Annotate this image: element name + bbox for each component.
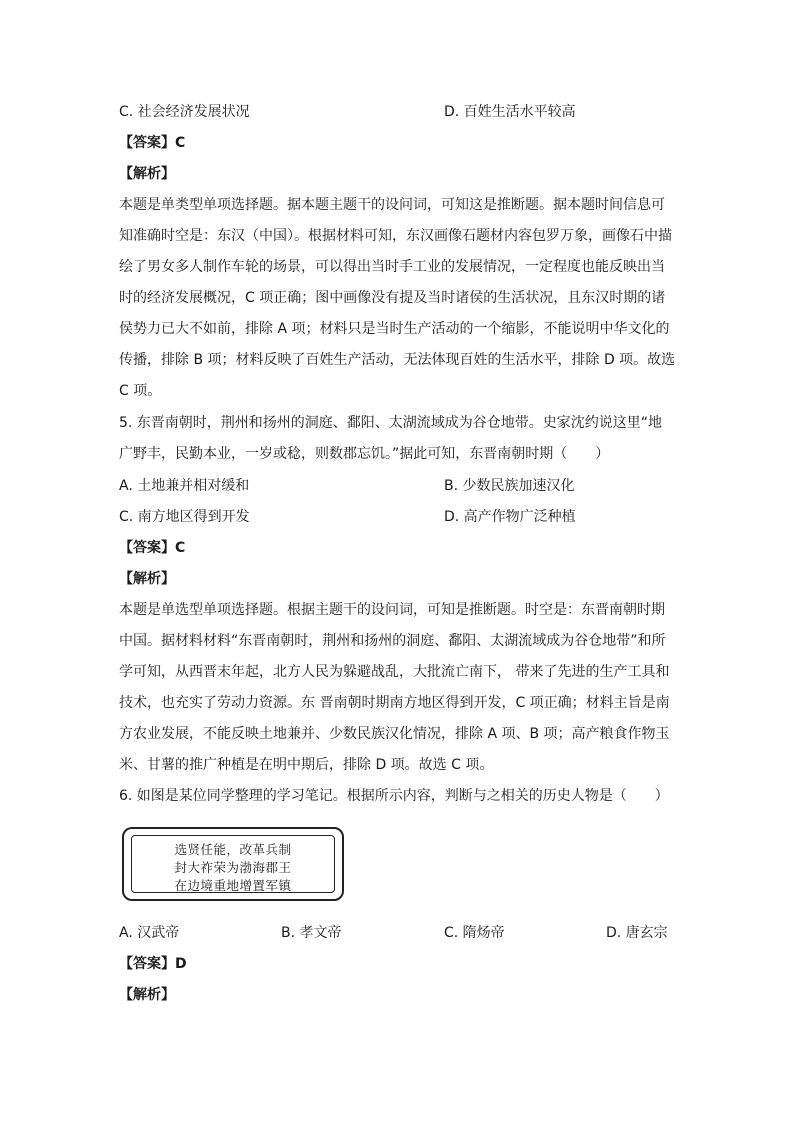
q6-answer: 【答案】D bbox=[119, 956, 187, 972]
q4-analysis-line: 知准确时空是：东汉（中国）。根据材料可知，东汉画像石题材内容包罗万象，画像石中描 bbox=[119, 228, 672, 244]
q5-analysis-line: 学可知，从西晋末年起，北方人民为躲避战乱，大批流亡南下， 带来了先进的生产工具和 bbox=[119, 664, 670, 680]
q5-option-a: A. 土地兼并相对缓和 bbox=[119, 478, 250, 494]
q5-analysis-line: 中国。据材料材料“东晋南朝时，荆州和扬州的洞庭、鄱阳、太湖流域成为谷仓地带”和所 bbox=[119, 633, 666, 649]
q5-option-c: C. 南方地区得到开发 bbox=[119, 509, 250, 525]
q5-analysis-line: 方农业发展，不能反映土地兼并、少数民族汉化情况，排除 A 项、B 项；高产粮食作物玉 bbox=[119, 726, 670, 742]
q6-analysis-label: 【解析】 bbox=[119, 987, 175, 1003]
q4-option-c: C. 社会经济发展状况 bbox=[119, 104, 250, 120]
q5-option-b: B. 少数民族加速汉化 bbox=[444, 478, 575, 494]
q6-option-b: B. 孝文帝 bbox=[281, 925, 342, 941]
q5-stem-line: 广野丰，民勤本业，一岁或稔，则数郡忘饥。”据此可知，东晋南朝时期（ ） bbox=[119, 446, 610, 462]
note-line: 封大祚荣为渤海郡王 bbox=[174, 860, 292, 875]
study-note-inner-frame bbox=[131, 835, 335, 893]
q4-analysis-line: 侯势力已大不如前，排除 A 项；材料只是当时生产活动的一个缩影，不能说明中华文化的 bbox=[119, 321, 670, 337]
q4-analysis-line: 传播，排除 B 项；材料反映了百姓生产活动，无法体现百姓的生活水平，排除 D 项。故选 bbox=[119, 352, 676, 368]
q5-analysis-line: 技术，也充实了劳动力资源。东 晋南朝时期南方地区得到开发，C 项正确；材料主旨是南 bbox=[119, 695, 670, 711]
q5-analysis-line: 米、甘薯的推广种植是在明中期后，排除 D 项。故选 C 项。 bbox=[119, 757, 494, 773]
q4-answer: 【答案】C bbox=[119, 135, 186, 151]
q5-analysis-line: 本题是单选型单项选择题。根据主题干的设问词，可知是推断题。时空是：东晋南朝时期 bbox=[119, 602, 665, 618]
q4-option-d: D. 百姓生活水平较高 bbox=[444, 104, 576, 120]
q5-stem-line: 5. 东晋南朝时，荆州和扬州的洞庭、鄱阳、太湖流域成为谷仓地带。史家沈约说这里“地 bbox=[119, 415, 663, 431]
q5-answer: 【答案】C bbox=[119, 540, 186, 556]
q6-option-d: D. 唐玄宗 bbox=[606, 925, 668, 941]
q4-analysis-line: 绘了男女多人制作车轮的场景，可以得出当时手工业的发展情况，一定程度也能反映出当 bbox=[119, 259, 665, 275]
q4-analysis-line: C 项。 bbox=[119, 383, 162, 399]
q4-analysis-line: 本题是单类型单项选择题。据本题主题干的设问词，可知这是推断题。据本题时间信息可 bbox=[119, 197, 665, 213]
q6-option-c: C. 隋炀帝 bbox=[444, 925, 505, 941]
q6-stem: 6. 如图是某位同学整理的学习笔记。根据所示内容，判断与之相关的历史人物是（ ） bbox=[119, 788, 669, 804]
q4-analysis-line: 时的经济发展概况，C 项正确；图中画像没有提及当时诸侯的生活状况，且东汉时期的诸 bbox=[119, 290, 666, 306]
study-note-figure bbox=[122, 827, 344, 901]
note-line: 选贤任能，改革兵制 bbox=[174, 842, 292, 857]
q5-option-d: D. 高产作物广泛种植 bbox=[444, 509, 576, 525]
q6-option-a: A. 汉武帝 bbox=[119, 925, 180, 941]
note-line: 在边境重地增置军镇 bbox=[174, 878, 292, 893]
q5-analysis-label: 【解析】 bbox=[119, 571, 175, 587]
q4-analysis-label: 【解析】 bbox=[119, 166, 175, 182]
